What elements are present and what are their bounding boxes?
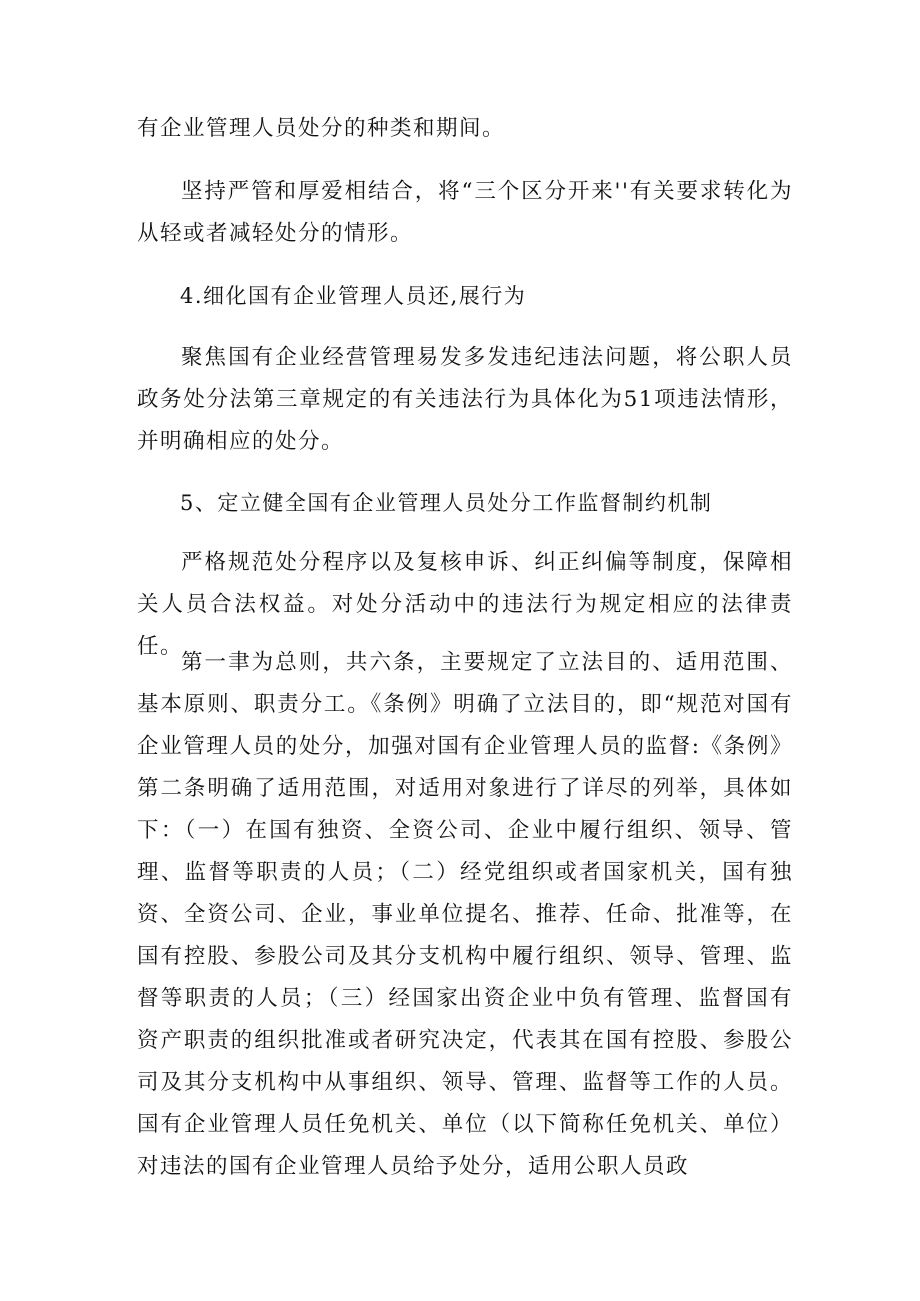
section-heading-4: 4.细化国有企业管理人员还,展行为 xyxy=(180,284,527,308)
paragraph-3: 聚焦国有企业经营管理易发多发违纪违法问题，将公职人员政务处分法第三章规定的有关违法行为具体化为51项违法情形，并明确相应的处分。 xyxy=(137,345,793,454)
section-heading-5: 5、定立健全国有企业管理人员处分工作监督制约机制 xyxy=(180,491,713,515)
paragraph-5: 第一聿为总则，共六条，主要规定了立法目的、适用范围、基本原则、职责分工。《条例》明确了立法目的，即“规范对国有企业管理人员的处分，加强对国有企业管理人员的监督:《条例》第二条明确了适用范围，对适用对象进行了详尽的列举，具体如下：（一）在国有独资、全资公司、企业中履行组织、领导、管理、监督等职责的人员；（二）经党组织或者国家机关，国有独资、全资公司、企业，事业单位提名、推荐、任命、批准等，在国有控股、参股公司及其分支机构中履行组织、领导、管理、监督等职责的人员；（三）经国家出资企业中负有管理、监督国有资产职责的组织批准或者研究决定，代表其在国有控股、参股公司及其分支机构中从事组织、领导、管理、监督等工作的人员。国有企业管理人员任免机关、单位（以下简称任免机关、单位）对违法的国有企业管理人员给予处分，适用公职人员政 xyxy=(137,650,793,1179)
paragraph-1: 有企业管理人员处分的种类和期间。 xyxy=(137,116,506,141)
paragraph-4: 严格规范处分程序以及复核申诉、纠正纠偏等制度，保障相关人员合法权益。对处分活动中的违法行为规定相应的法律责任。 xyxy=(137,550,793,659)
paragraph-2: 坚持严管和厚爱相结合，将“三个区分开来''有关要求转化为从轻或者减轻处分的情形。 xyxy=(137,179,793,246)
